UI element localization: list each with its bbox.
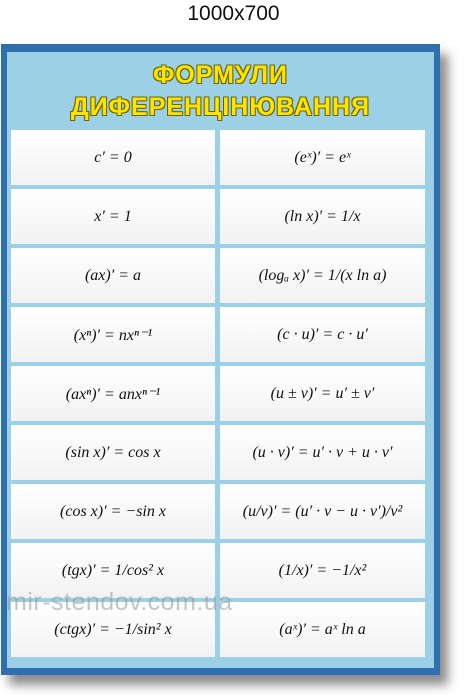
formula-text: (u ± v)′ = u′ ± v′ [270, 384, 375, 402]
formula-text: c′ = 0 [94, 148, 132, 166]
poster-title-line-2: ДИФЕРЕНЦІНЮВАННЯ [70, 93, 371, 121]
formula-cell-right [220, 307, 425, 362]
formula-poster [1, 44, 440, 675]
formula-cell-right [220, 130, 425, 185]
formula-text: (sin x)′ = cos x [65, 443, 161, 461]
formula-cell-right [220, 602, 425, 657]
formula-text: (logₐ x)′ = 1/(x ln a) [258, 266, 387, 284]
formula-text: (u/v)′ = (u′ · v − u · v′)/v² [242, 502, 403, 520]
formula-text: (aˣ)′ = aˣ ln a [279, 620, 366, 638]
formula-cell-left [11, 543, 215, 598]
formula-cell-right [220, 425, 425, 480]
formula-text: (c · u)′ = c · u′ [277, 325, 368, 343]
formula-text: (u · v)′ = u′ · v + u · v′ [252, 443, 393, 461]
formula-grid [11, 130, 425, 657]
formula-cell-left [11, 366, 215, 421]
formula-text: (tgx)′ = 1/cos² x [61, 561, 165, 579]
formula-cell-right [220, 248, 425, 303]
formula-cell-left [11, 248, 215, 303]
formula-text: (xⁿ)′ = nxⁿ⁻¹ [73, 326, 153, 344]
poster-title-line-1: ФОРМУЛИ [152, 61, 289, 89]
formula-text: (axⁿ)′ = anxⁿ⁻¹ [65, 385, 161, 403]
formula-text: (1/x)′ = −1/x² [278, 561, 367, 579]
formula-text: x′ = 1 [94, 207, 132, 225]
formula-text: (ln x)′ = 1/x [284, 207, 361, 225]
formula-cell-left [11, 484, 215, 539]
watermark: mir-stendov.com.ua [6, 588, 233, 616]
formula-cell-right [220, 484, 425, 539]
formula-cell-left [11, 130, 215, 185]
formula-cell-left [11, 602, 215, 657]
formula-cell-left [11, 307, 215, 362]
formula-cell-left [11, 189, 215, 244]
formula-cell-right [220, 189, 425, 244]
formula-cell-left [11, 425, 215, 480]
poster-inner-panel [7, 52, 434, 668]
poster-title [7, 54, 434, 128]
formula-text: (ax)′ = a [84, 266, 142, 284]
image-size-label: 1000x700 [187, 2, 280, 25]
formula-text: (cos x)′ = −sin x [60, 502, 166, 520]
formula-cell-right [220, 543, 425, 598]
formula-cell-right [220, 366, 425, 421]
formula-text: (ctgx)′ = −1/sin² x [54, 620, 172, 638]
formula-text: (eˣ)′ = eˣ [294, 148, 351, 166]
